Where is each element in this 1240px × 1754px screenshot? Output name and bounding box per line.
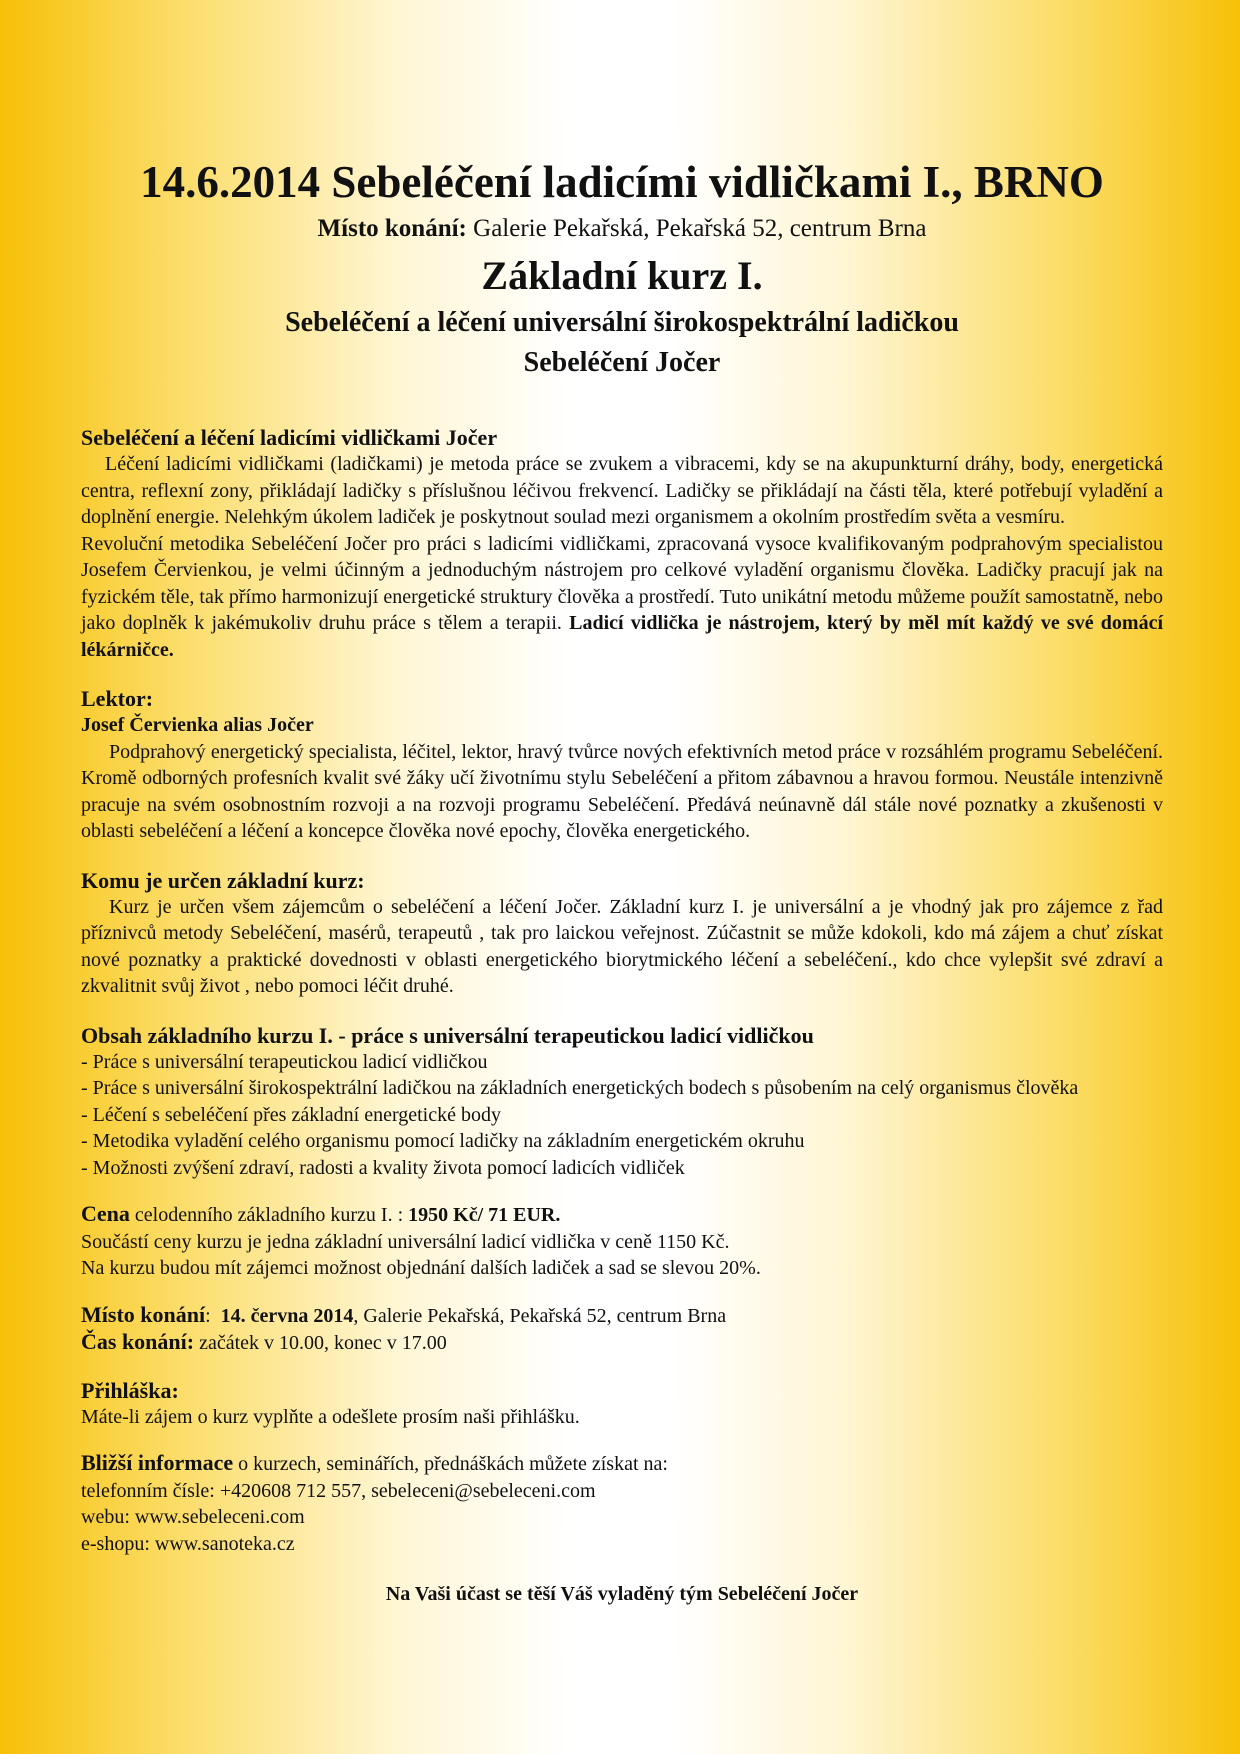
venue-section xyxy=(81,1302,1163,1357)
content-section xyxy=(81,1022,1163,1182)
intro-section xyxy=(81,424,1163,663)
flyer-page xyxy=(81,140,1163,1606)
venue-place: , Galerie Pekařská, Pekařská 52, centrum Brna xyxy=(353,1304,727,1327)
price-section xyxy=(81,1201,1163,1282)
price-line xyxy=(81,1201,1163,1229)
lector-bio: Podprahový energetický specialista, léčitel, lektor, hravý tvůrce nových efektivních metod práce v rozsáhlém programu Sebeléčení. Kromě odborných profesních kvalit své žáky učí životnímu stylu Sebeléčení a přitom zábavnou a hravou formou. Neustále intenzivně pracuje na svém osobnostním rozvoji a na rozvoji programu Sebeléčení. Předává neúnavně dál stále nové poznatky a zkušenosti v oblasti sebeléčení a léčení a koncepce člověka nové epochy, člověka energetického. xyxy=(81,740,1163,842)
intro-paragraph-1: Léčení ladicími vidličkami (ladičkami) je metoda práce se zvukem a vibracemi, kdy se na akupunkturní dráhy, body, energetická centra, reflexní zony, přikládají ladičky s příslušnou léčivou frekvencí. Ladičky se přikládají na části těla, které potřebují vyladění a doplnění energie. Nelehkým úkolem ladiček je poskytnout soulad mezi organismem a okolním prostředím světa a vesmíru. xyxy=(81,453,1163,528)
price-value: 1950 Kč/ 71 EUR. xyxy=(408,1204,561,1226)
lector-section xyxy=(81,685,1163,845)
registration-text: Máte-li zájem o kurz vyplňte a odešlete prosím naši přihlášku. xyxy=(81,1405,580,1428)
time-value: začátek v 10.00, konec v 17.00 xyxy=(194,1332,447,1354)
list-item: - Práce s universální širokospektrální ladičkou na základních energetických bodech s působením na celý organismus člověka xyxy=(81,1077,1079,1099)
audience-heading: Komu je určen základní kurz: xyxy=(81,867,365,893)
footer-text: Na Vaši účast se těší Váš vyladěný tým Sebeléčení Jočer xyxy=(385,1583,859,1605)
header-venue-value: Galerie Pekařská, Pekařská 52, centrum Brna xyxy=(473,215,927,242)
list-item: - Léčení s sebeléčení přes základní energetické body xyxy=(81,1103,501,1126)
list-item: - Metodika vyladění celého organismu pomocí ladičky na základním energetickém okruhu xyxy=(81,1130,805,1152)
info-eshop: e-shopu: www.sanoteka.cz xyxy=(81,1532,295,1555)
intro-paragraph-2 xyxy=(81,531,1163,664)
info-line xyxy=(81,1450,1163,1478)
course-subtitle: Sebeléčení a léčení universální širokospektrální ladičkou xyxy=(285,307,959,338)
info-phone: telefonním čísle: +420608 712 557, sebeleceni@sebeleceni.com xyxy=(81,1479,596,1502)
list-item: - Práce s universální terapeutickou ladicí vidličkou xyxy=(81,1050,488,1073)
audience-section xyxy=(81,867,1163,1000)
intro-paragraph-2-text: Revoluční metodika Sebeléčení Jočer pro práci s ladicími vidličkami, zpracovaná vysoce kvalifikovaným podprahovým specialistou Josefem Červienkou, je velmi účinným a jednoduchým nástrojem pro celkové vyladění organismu člověka. Ladičky pracují jak na fyzickém těle, tak přímo harmonizují energetické struktury člověka a prostředí. Tuto unikátní metodu můžeme použít samostatně, nebo jako doplněk k jakémukoliv druhu práce s tělem a terapii. xyxy=(81,532,1163,634)
price-discount: Na kurzu budou mít zájemci možnost objednání dalších ladiček a sad se slevou 20%. xyxy=(81,1257,761,1279)
header-venue xyxy=(81,212,1163,245)
price-included: Součástí ceny kurzu je jedna základní universální ladicí vidlička v ceně 1150 Kč. xyxy=(81,1230,730,1253)
info-text: o kurzech, seminářích, přednáškách můžete získat na: xyxy=(233,1453,668,1475)
page-title: 14.6.2014 Sebeléčení ladicími vidličkami I., BRNO xyxy=(140,157,1104,207)
audience-text: Kurz je určen všem zájemcům o sebeléčení a léčení Jočer. Základní kurz I. je universální a je vhodný jak pro zájemce z řad příznivců metody Sebeléčení, masérů, terapeutů , tak pro laickou veřejnost. Zúčastnit se může kdokoli, kdo má zájem a chuť získat nové poznatky a praktické dovednosti v oblasti energetického biorytmického léčení a sebeléčení., kdo chce vylepšit své zdraví a zkvalitnit svůj život , nebo pomoci léčit druhé. xyxy=(81,895,1163,997)
registration-heading: Přihláška: xyxy=(81,1377,179,1403)
venue-label: Místo konání xyxy=(81,1301,206,1327)
time-label: Čas konání: xyxy=(81,1329,195,1354)
content-list xyxy=(81,1049,1163,1182)
course-title: Základní kurz I. xyxy=(481,253,763,298)
course-brand: Sebeléčení Jočer xyxy=(523,347,721,378)
venue-line: Místo konání: 14. června 2014, Galerie Pekařská, Pekařská 52, centrum Brna xyxy=(81,1301,727,1327)
intro-paragraph-2-bold: Ladicí vidlička je nástrojem, který by měl mít každý ve své domácí lékárničce. xyxy=(81,612,1164,661)
venue-date: 14. června 2014 xyxy=(220,1304,354,1327)
price-label: Cena xyxy=(81,1201,130,1226)
info-section xyxy=(81,1450,1163,1557)
lector-name: Josef Červienka alias Jočer xyxy=(81,714,314,736)
time-line xyxy=(81,1329,1163,1357)
info-label: Bližší informace xyxy=(81,1450,234,1475)
header-venue-label: Místo konání: xyxy=(317,215,467,242)
registration-section xyxy=(81,1377,1163,1431)
content-heading: Obsah základního kurzu I. - práce s universální terapeutickou ladicí vidličkou xyxy=(81,1022,814,1048)
header xyxy=(81,153,1163,383)
intro-heading: Sebeléčení a léčení ladicími vidličkami Jočer xyxy=(81,425,498,450)
info-web: webu: www.sebeleceni.com xyxy=(81,1506,305,1528)
lector-heading: Lektor: xyxy=(81,686,154,711)
list-item: - Možnosti zvýšení zdraví, radosti a kvality života pomocí ladicích vidliček xyxy=(81,1156,685,1179)
price-text: celodenního základního kurzu I. : xyxy=(129,1204,409,1226)
